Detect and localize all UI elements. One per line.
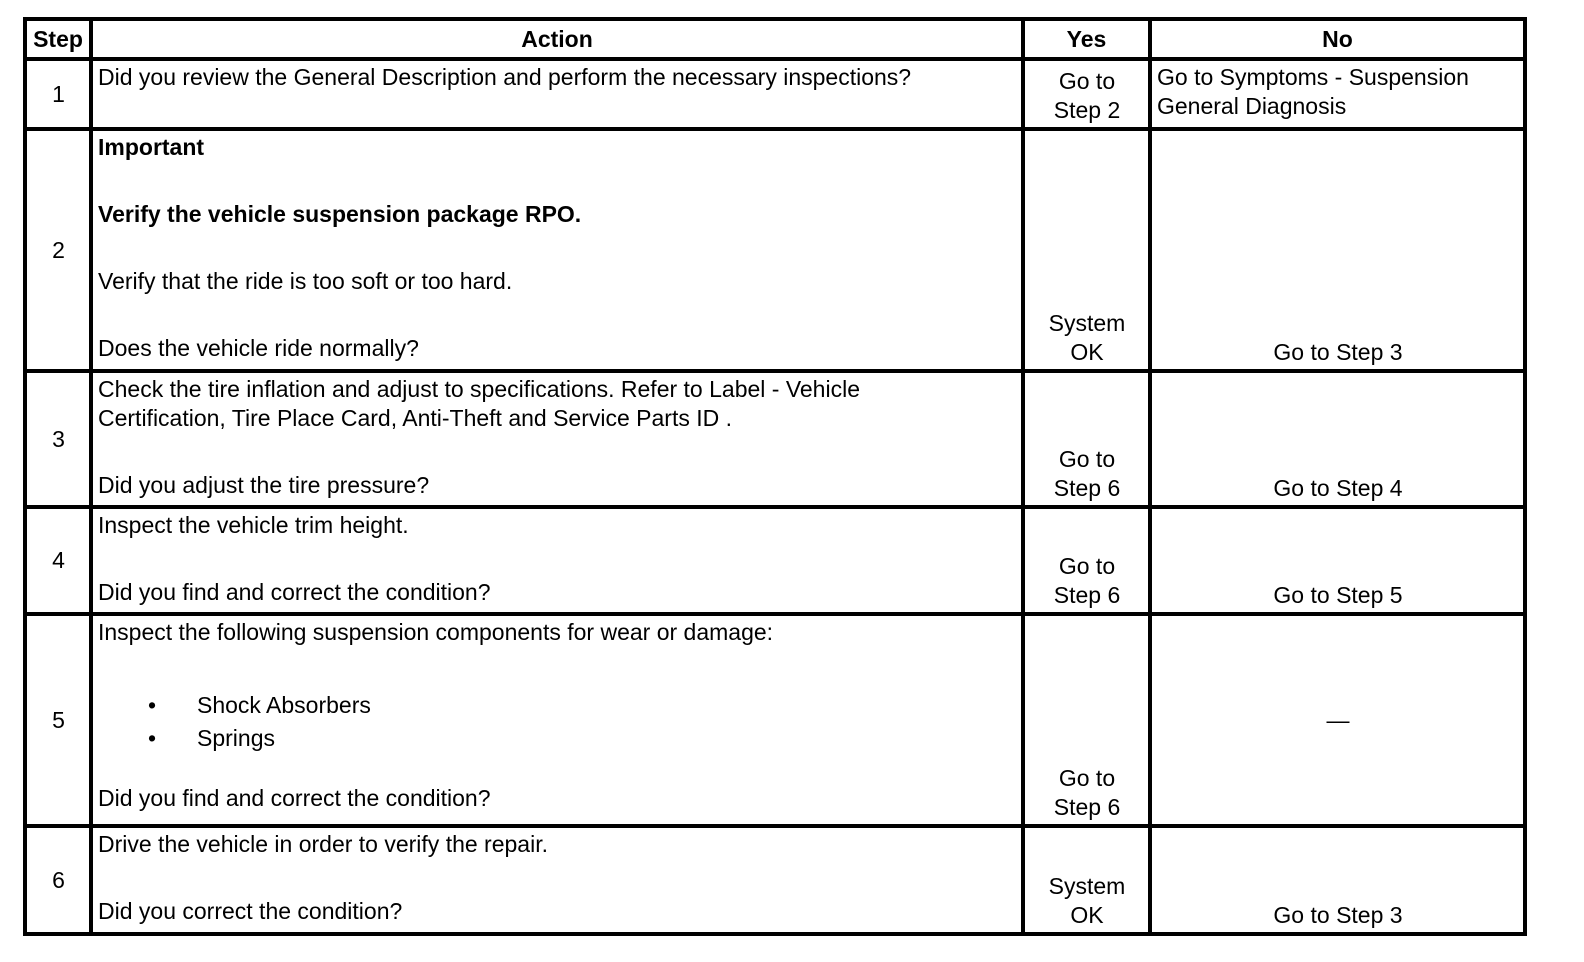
yes-line: Go to xyxy=(1058,446,1116,472)
action-cell xyxy=(91,826,1023,934)
yes-line: OK xyxy=(1070,902,1104,928)
spacer xyxy=(98,433,1017,471)
action-cell xyxy=(91,59,1023,129)
no-line: General Diagnosis xyxy=(1157,93,1347,119)
header-row xyxy=(25,19,1525,59)
no-line: Go to Step 5 xyxy=(1273,582,1403,608)
action-question: Did you review the General Description and perform the necessary inspections? xyxy=(98,64,912,90)
yes-line: Go to xyxy=(1058,68,1116,94)
spacer xyxy=(98,859,1017,897)
yes-cell xyxy=(1023,614,1150,826)
spacer xyxy=(98,296,1017,334)
component-name: Shock Absorbers xyxy=(197,692,371,718)
list-item xyxy=(98,689,1017,722)
action-instruction: Inspect the vehicle trim height. xyxy=(98,512,409,538)
no-line: Go to Step 3 xyxy=(1273,902,1403,928)
no-line: Go to Step 3 xyxy=(1273,339,1403,365)
yes-line: Step 6 xyxy=(1053,475,1121,501)
action-instruction: Certification, Tire Place Card, Anti-Theft and Service Parts ID . xyxy=(98,405,733,431)
no-cell xyxy=(1150,826,1525,934)
step-number: 4 xyxy=(25,507,91,614)
table-row-step-4 xyxy=(25,507,1525,614)
action-question: Does the vehicle ride normally? xyxy=(98,335,419,361)
header-step: Step xyxy=(25,19,91,59)
no-cell xyxy=(1150,371,1525,507)
action-cell xyxy=(91,507,1023,614)
yes-cell xyxy=(1023,507,1150,614)
yes-cell xyxy=(1023,371,1150,507)
spacer xyxy=(98,162,1017,200)
table-row-step-1 xyxy=(25,59,1525,129)
yes-line: System xyxy=(1048,310,1126,336)
important-label: Important xyxy=(98,134,205,160)
spacer xyxy=(98,755,1017,784)
spacer xyxy=(98,647,1017,689)
no-cell xyxy=(1150,614,1525,826)
yes-line: Go to xyxy=(1058,553,1116,579)
no-line: — xyxy=(1326,706,1350,733)
yes-line: OK xyxy=(1070,339,1104,365)
yes-line: Step 2 xyxy=(1053,97,1121,123)
yes-line: Step 6 xyxy=(1053,794,1121,820)
spacer xyxy=(98,229,1017,267)
header-no: No xyxy=(1150,19,1525,59)
step-number: 3 xyxy=(25,371,91,507)
step-number: 6 xyxy=(25,826,91,934)
spacer xyxy=(98,540,1017,578)
header-action: Action xyxy=(91,19,1023,59)
yes-line: Go to xyxy=(1058,765,1116,791)
action-verify-package: Verify the vehicle suspension package RPO. xyxy=(98,201,582,227)
action-question: Did you adjust the tire pressure? xyxy=(98,472,430,498)
no-cell xyxy=(1150,129,1525,371)
no-line: Go to Symptoms - Suspension xyxy=(1157,64,1469,90)
yes-cell xyxy=(1023,59,1150,129)
action-instruction: Inspect the following suspension components for wear or damage: xyxy=(98,619,774,645)
bullet-icon: • xyxy=(148,725,157,751)
yes-line: System xyxy=(1048,873,1126,899)
no-line: Go to Step 4 xyxy=(1273,475,1403,501)
action-instruction: Drive the vehicle in order to verify the repair. xyxy=(98,831,548,857)
action-cell xyxy=(91,371,1023,507)
action-question: Did you correct the condition? xyxy=(98,898,403,924)
action-verify-ride: Verify that the ride is too soft or too hard. xyxy=(98,268,513,294)
no-cell xyxy=(1150,507,1525,614)
step-number: 5 xyxy=(25,614,91,826)
action-instruction: Check the tire inflation and adjust to specifications. Refer to Label - Vehicle xyxy=(98,376,860,402)
yes-cell xyxy=(1023,129,1150,371)
yes-cell xyxy=(1023,826,1150,934)
action-cell xyxy=(91,129,1023,371)
diagnostic-table xyxy=(23,17,1527,936)
table-row-step-6 xyxy=(25,826,1525,934)
component-list xyxy=(98,689,1017,755)
table-row-step-3 xyxy=(25,371,1525,507)
header-yes: Yes xyxy=(1023,19,1150,59)
action-cell xyxy=(91,614,1023,826)
table-row-step-2 xyxy=(25,129,1525,371)
action-question: Did you find and correct the condition? xyxy=(98,579,491,605)
step-number: 2 xyxy=(25,129,91,371)
yes-line: Step 6 xyxy=(1053,582,1121,608)
no-cell xyxy=(1150,59,1525,129)
table-row-step-5 xyxy=(25,614,1525,826)
component-name: Springs xyxy=(197,725,275,751)
list-item xyxy=(98,722,1017,755)
bullet-icon: • xyxy=(148,692,157,718)
step-number: 1 xyxy=(25,59,91,129)
action-question: Did you find and correct the condition? xyxy=(98,785,491,811)
